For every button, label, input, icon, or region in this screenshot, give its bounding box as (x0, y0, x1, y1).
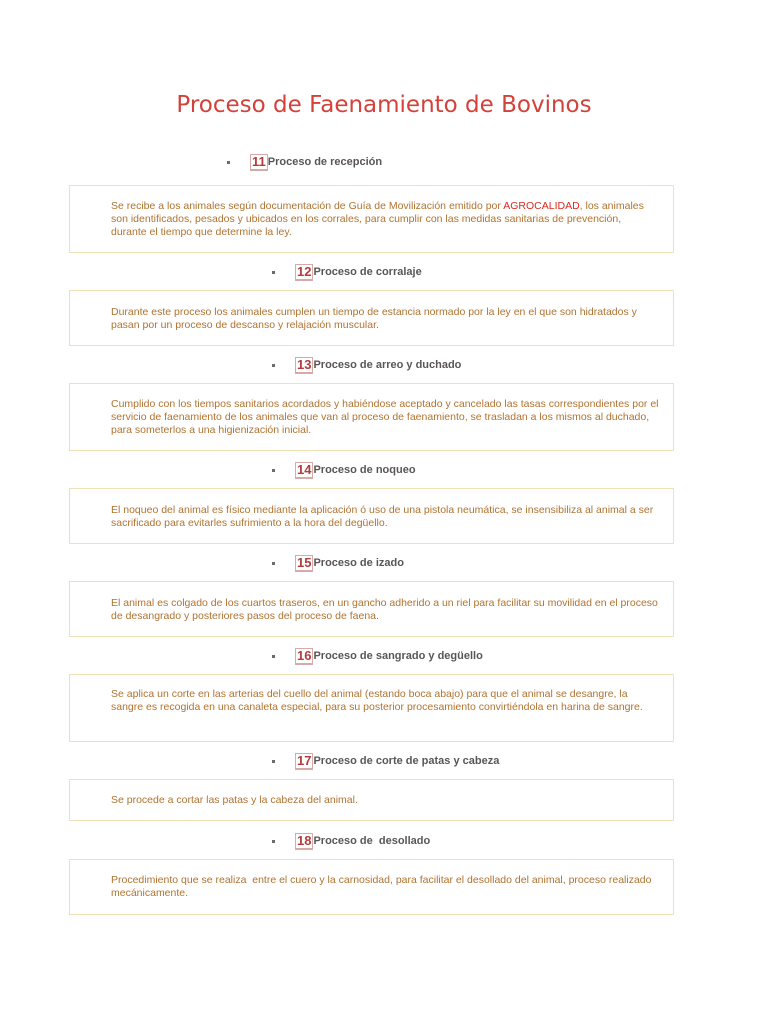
section-body: Se recibe a los animales según documentación de Guía de Movilización emitido por AGROCALIDAD, los animales son identificados, pesados y ubicados en los corrales, para cumplir con las medidas sanitarias de prevención, durante el tiempo que determine la ley. (111, 200, 644, 238)
section-heading (272, 646, 483, 666)
section-heading-text: Proceso de recepción (267, 156, 383, 168)
section-heading (227, 152, 382, 172)
section-heading-text: Proceso de corte de patas y cabeza (313, 755, 500, 767)
section-body: Procedimiento que se realiza entre el cuero y la carnosidad, para facilitar el desollado del animal, proceso realizado mecánicamente. (111, 874, 655, 899)
section-body: Cumplido con los tiempos sanitarios acordados y habiéndose aceptado y cancelado las tasas correspondientes por el servicio de faenamiento de los animales que van al proceso de faenamiento, se trasladan a los mismos al duchado, para someterlos a una higienización inicial. (111, 398, 659, 436)
section-heading-text: Proceso de desollado (313, 835, 431, 847)
bullet-icon (272, 469, 275, 472)
section-box (69, 488, 674, 544)
section-number[interactable]: 18 (297, 832, 312, 848)
section-box (69, 674, 674, 742)
section-number[interactable]: 17 (297, 752, 312, 768)
section-body: El animal es colgado de los cuartos traseros, en un gancho adherido a un riel para facilitar su movilidad en el proceso de desangrado y posteriores pasos del proceso de faena. (111, 597, 658, 622)
section-box (69, 859, 674, 915)
section-body: Se procede a cortar las patas y la cabeza del animal. (111, 794, 358, 806)
section-number[interactable]: 15 (297, 554, 312, 570)
section-box (69, 779, 674, 821)
section-number[interactable]: 13 (297, 356, 312, 372)
section-body: El noqueo del animal es físico mediante la aplicación ó uso de una pistola neumática, se insensibiliza al animal a ser sacrificado para evitarles sufrimiento a la hora del degüello. (111, 504, 654, 529)
section-body: Se aplica un corte en las arterias del cuello del animal (estando boca abajo) para que el animal se desangre, la sangre es recogida en una canaleta especial, para su posterior procesamiento convirtiéndola en harina de sangre. (111, 688, 643, 713)
bullet-icon (272, 655, 275, 658)
section-heading-text: Proceso de izado (313, 557, 404, 569)
agrocalidad-link[interactable]: AGROCALIDAD (503, 200, 580, 212)
section-box (69, 383, 674, 451)
section-heading-text: Proceso de noqueo (313, 464, 416, 476)
bullet-icon (272, 760, 275, 763)
section-box (69, 290, 674, 346)
section-box (69, 581, 674, 637)
section-box (69, 185, 674, 253)
section-number[interactable]: 16 (297, 647, 312, 663)
bullet-icon (272, 562, 275, 565)
section-heading (272, 355, 461, 375)
section-heading (272, 262, 422, 282)
bullet-icon (272, 364, 275, 367)
bullet-icon (272, 840, 275, 843)
section-number[interactable]: 11 (252, 153, 266, 169)
page-title: Proceso de Faenamiento de Bovinos (176, 92, 592, 118)
section-number[interactable]: 14 (297, 461, 312, 477)
section-heading (272, 460, 416, 480)
section-heading (272, 831, 430, 851)
bullet-icon (227, 161, 230, 164)
section-heading (272, 751, 499, 771)
section-heading-text: Proceso de sangrado y degüello (313, 650, 483, 662)
section-number[interactable]: 12 (297, 263, 312, 279)
section-heading-text: Proceso de corralaje (313, 266, 422, 278)
section-heading-text: Proceso de arreo y duchado (313, 359, 462, 371)
bullet-icon (272, 271, 275, 274)
section-body: Durante este proceso los animales cumplen un tiempo de estancia normado por la ley en el que son hidratados y pasan por un proceso de descanso y relajación muscular. (111, 306, 637, 331)
section-heading (272, 553, 404, 573)
